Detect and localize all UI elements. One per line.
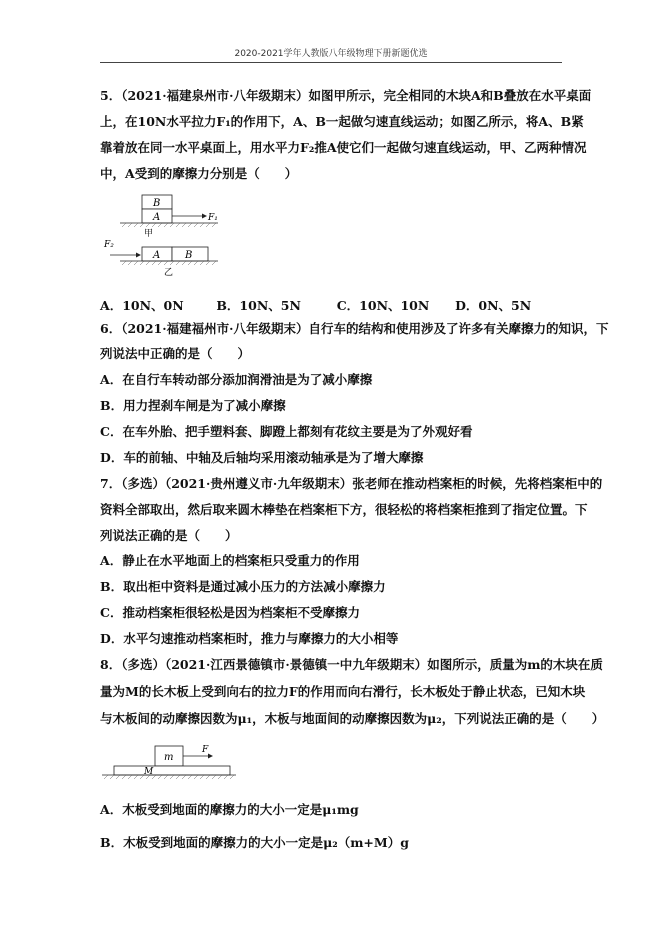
caption-yi: 乙 [164, 268, 174, 278]
q7-line-1: 7．（多选）（2021·贵州遵义市·九年级期末）张老师在推动档案柜的时候，先将档案柜中的 [100, 476, 603, 491]
arrowhead-icon [208, 754, 213, 759]
header-title: 2020-2021学年人教版八年级物理下册新题优选 [234, 49, 428, 59]
q5-line-4: 中，A受到的摩擦力分别是（ ） [100, 166, 298, 181]
q6-line-1: 6．（2021·福建福州市·八年级期末）自行车的结构和使用涉及了许多有关摩擦力的知识，下 [100, 321, 609, 336]
q6-option-c: C．在车外胎、把手塑料套、脚蹬上都刻有花纹主要是为了外观好看 [100, 424, 473, 439]
block-b-label: B [153, 198, 161, 209]
block-a-label: A [153, 212, 161, 223]
header-rule [100, 62, 562, 63]
force-f2-label: F₂ [104, 240, 114, 250]
q7-option-a: A．静止在水平地面上的档案柜只受重力的作用 [100, 553, 360, 568]
q8-line-1: 8．（多选）（2021·江西景德镇市·景德镇一中九年级期末）如图所示，质量为m的木块在质 [100, 657, 603, 672]
q5-figure [100, 192, 230, 280]
q6-option-a: A．在自行车转动部分添加润滑油是为了减小摩擦 [100, 372, 373, 387]
figure-jia [120, 195, 218, 239]
small-block-label: m [164, 752, 174, 763]
arrowhead-icon [136, 253, 141, 258]
q5-option-b: B．10N、5N [216, 298, 301, 313]
force-f1-label: F₁ [208, 213, 218, 223]
caption-jia: 甲 [144, 229, 154, 239]
q5-option-d: D．0N、5N [455, 298, 532, 313]
q5-line-2: 上，在10N水平拉力F₁的作用下，A、B一起做匀速直线运动；如图乙所示，将A、B紧 [100, 114, 584, 129]
hatch-jia [122, 223, 216, 227]
q7-option-d: D．水平匀速推动档案柜时，推力与摩擦力的大小相等 [100, 631, 399, 646]
long-board-label: M [144, 767, 154, 777]
force-f-label: F [202, 745, 209, 755]
q6-option-b: B．用力捏刹车闸是为了减小摩擦 [100, 398, 286, 413]
q8-line-2: 量为M的长木板上受到向右的拉力F的作用而向右滑行，长木板处于静止状态，已知木块 [100, 684, 586, 699]
ground-hatch [104, 775, 234, 779]
figure-yi [103, 240, 218, 278]
q8-figure [100, 742, 240, 786]
q5-option-a: A．10N、0N [100, 298, 184, 313]
q7-option-b: B．取出柜中资料是通过减小压力的方法减小摩擦力 [100, 579, 386, 594]
q6-option-d: D．车的前轴、中轴及后轴均采用滚动轴承是为了增大摩擦 [100, 450, 424, 465]
q8-option-b: B．木板受到地面的摩擦力的大小一定是μ₂（m+M）g [100, 835, 409, 850]
q5-line-1: 5．（2021·福建泉州市·八年级期末）如图甲所示，完全相同的木块A和B叠放在水平桌面 [100, 88, 592, 103]
q7-option-c: C．推动档案柜很轻松是因为档案柜不受摩擦力 [100, 605, 360, 620]
q7-line-3: 列说法正确的是（ ） [100, 528, 238, 543]
long-board-m [114, 766, 230, 775]
q8-option-a: A．木板受到地面的摩擦力的大小一定是μ₁mg [100, 802, 359, 817]
q5-option-c: C．10N、10N [336, 298, 430, 313]
q6-line-2: 列说法中正确的是（ ） [100, 346, 251, 361]
q7-line-2: 资料全部取出，然后取来圆木棒垫在档案柜下方，很轻松的将档案柜推到了指定位置。下 [100, 502, 588, 517]
arrowhead-icon [202, 214, 207, 219]
q5-options [100, 296, 570, 314]
hatch-yi [122, 261, 216, 265]
block-a-label: A [153, 250, 161, 261]
block-b-label: B [185, 250, 193, 261]
q8-line-3: 与木板间的动摩擦因数为μ₁，木板与地面间的动摩擦因数为μ₂，下列说法正确的是（ ） [100, 711, 605, 726]
q5-line-3: 靠着放在同一水平桌面上，用水平力F₂推A使它们一起做匀速直线运动，甲、乙两种情况 [100, 140, 587, 155]
